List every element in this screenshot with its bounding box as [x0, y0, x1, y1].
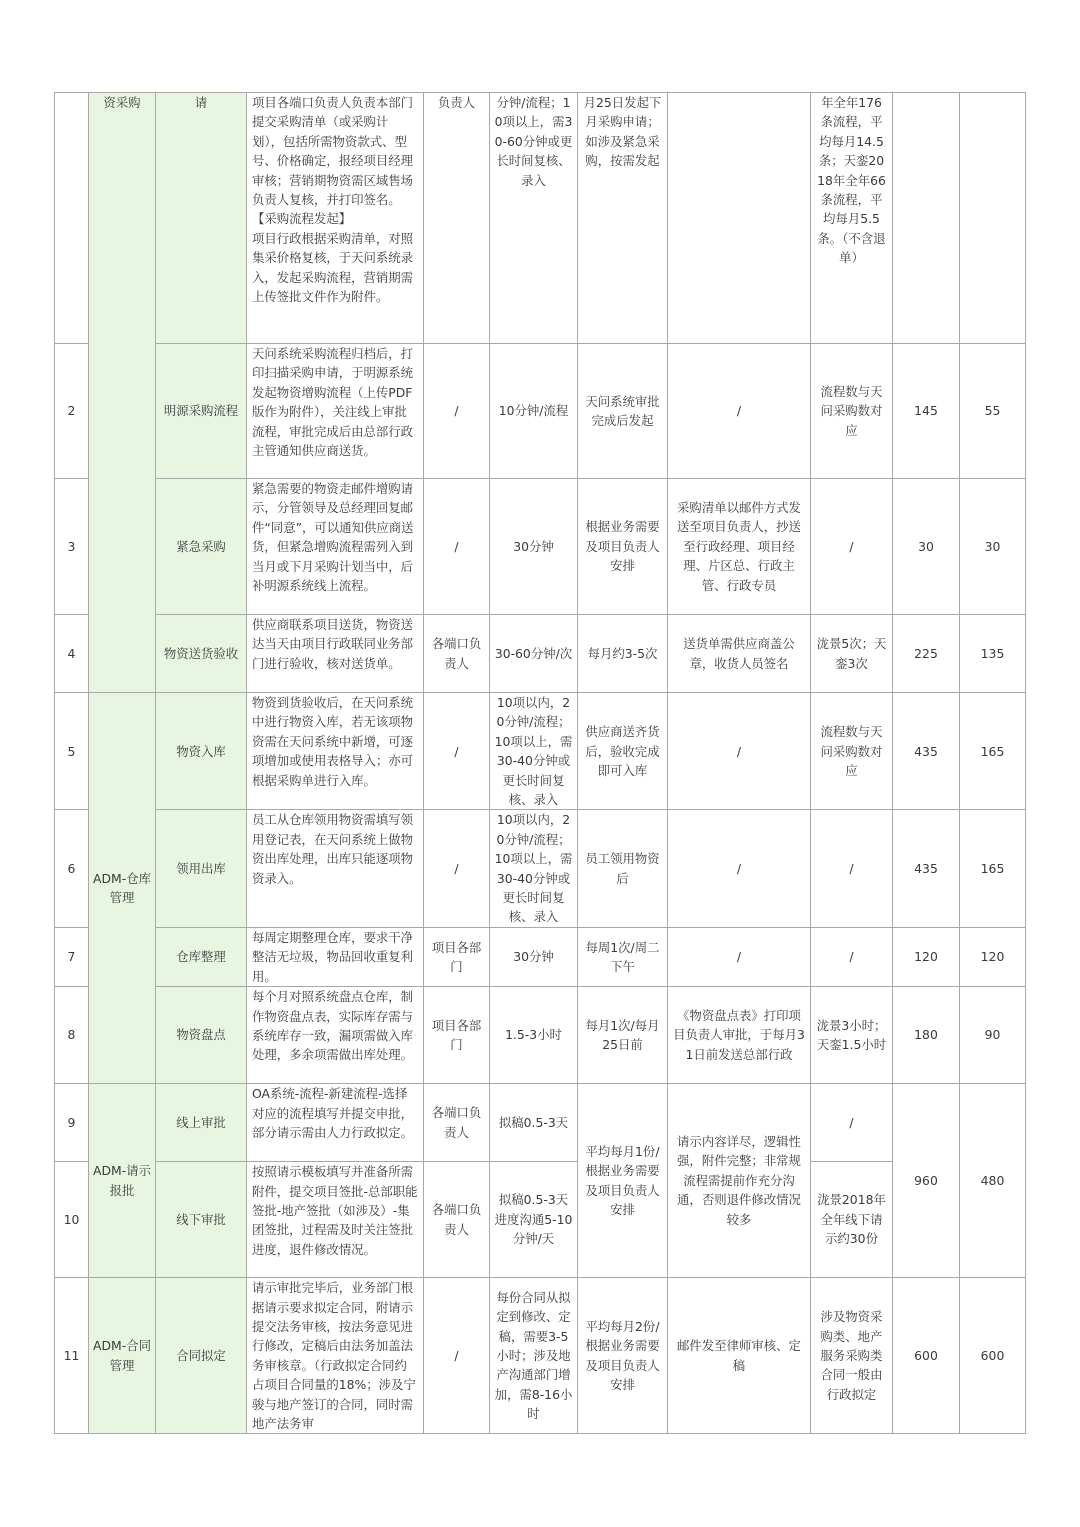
process-description: 天问系统采购流程归档后，打印扫描采购申请，于明源系统发起物资增购流程（上传PDF版作为附件），关注线上审批流程，审批完成后由总部行政主管通知供应商送货。 [247, 344, 424, 479]
row-number: 10 [55, 1162, 89, 1278]
process-name: 仓库整理 [156, 927, 247, 986]
row-number: 9 [55, 1084, 89, 1162]
table-row [55, 344, 1026, 479]
owner-cell: 项目各部门 [424, 987, 490, 1084]
process-name: 线上审批 [156, 1084, 247, 1162]
row-number [55, 93, 89, 344]
row-number: 8 [55, 987, 89, 1084]
process-name: 线下审批 [156, 1162, 247, 1278]
hours1-cell [893, 93, 960, 344]
time-cell: 30分钟 [490, 927, 578, 986]
hours2-cell: 55 [960, 344, 1026, 479]
hours1-cell: 180 [893, 987, 960, 1084]
owner-cell: / [424, 479, 490, 615]
owner-cell: 各端口负责人 [424, 1084, 490, 1162]
hours2-cell: 120 [960, 927, 1026, 986]
frequency-cell: 月25日发起下月采购申请；如涉及紧急采购，按需发起 [578, 93, 668, 344]
frequency-cell: 每周1次/周二下午 [578, 927, 668, 986]
row-number: 3 [55, 479, 89, 615]
time-cell: 30分钟 [490, 479, 578, 615]
frequency-cell: 每月约3-5次 [578, 615, 668, 693]
time-cell: 10项以内，20分钟/流程；10项以上，需30-40分钟或更长时间复核、录入 [490, 693, 578, 810]
category-cell: 资采购 [89, 93, 156, 693]
hours1-cell: 120 [893, 927, 960, 986]
table-row [55, 1278, 1026, 1434]
note-cell: 采购清单以邮件方式发送至项目负责人，抄送至行政经理、项目经理、片区总、行政主管、行政专员 [668, 479, 811, 615]
process-description: OA系统-流程-新建流程-选择对应的流程填写并提交申批，部分请示需由人力行政拟定。 [247, 1084, 424, 1162]
process-description: 每周定期整理仓库，要求干净整洁无垃圾，物品回收重复利用。 [247, 927, 424, 986]
time-cell: 30-60分钟/次 [490, 615, 578, 693]
note-cell: / [668, 693, 811, 810]
note-cell: / [668, 344, 811, 479]
process-name: 合同拟定 [156, 1278, 247, 1434]
process-name: 明源采购流程 [156, 344, 247, 479]
table-row [55, 1162, 1026, 1278]
volume-cell: 泷景3小时；天銮1.5小时 [811, 987, 893, 1084]
process-description: 项目各端口负责人负责本部门提交采购清单（或采购计划），包括所需物资款式、型号、价格确定，报经项目经理审核；营销期物资需区域售场负责人复核，并打印签名。 【采购流程发起】 项目行政根据采购清单，对照集采价格复核，于天问系统录入，发起采购流程，营销期需上传签批文件作为附件。 [247, 93, 424, 344]
time-cell: 每份合同从拟定到修改、定稿，需要3-5小时；涉及地产沟通部门增加，需8-16小时 [490, 1278, 578, 1434]
hours1-cell: 435 [893, 693, 960, 810]
process-name: 领用出库 [156, 810, 247, 927]
volume-cell: 涉及物资采购类、地产服务采购类合同一般由行政拟定 [811, 1278, 893, 1434]
time-cell: 拟稿0.5-3天 [490, 1084, 578, 1162]
process-description: 请示审批完毕后，业务部门根据请示要求拟定合同，附请示提交法务审核，按法务意见进行修改，定稿后由法务加盖法务审核章。（行政拟定合同约占项目合同量的18%；涉及宁骏与地产签订的合同，同时需地产法务审 [247, 1278, 424, 1434]
hours2-cell: 600 [960, 1278, 1026, 1434]
volume-cell: 流程数与天问采购数对应 [811, 344, 893, 479]
row-number: 2 [55, 344, 89, 479]
owner-cell: 各端口负责人 [424, 1162, 490, 1278]
hours2-cell: 30 [960, 479, 1026, 615]
process-description: 物资到货验收后，在天问系统中进行物资入库，若无该项物资需在天问系统中新增，可逐项增加或使用表格导入；亦可根据采购单进行入库。 [247, 693, 424, 810]
category-cell: ADM-仓库管理 [89, 693, 156, 1084]
process-description: 紧急需要的物资走邮件增购请示，分管领导及总经理回复邮件“同意”，可以通知供应商送货，但紧急增购流程需列入到当月或下月采购计划当中，后补明源系统线上流程。 [247, 479, 424, 615]
table-row [55, 987, 1026, 1084]
process-description: 每个月对照系统盘点仓库，制作物资盘点表，实际库存需与系统库存一致，漏项需做入库处理，多余项需做出库处理。 [247, 987, 424, 1084]
time-cell: 10分钟/流程 [490, 344, 578, 479]
hours1-cell: 960 [893, 1084, 960, 1278]
hours2-cell: 90 [960, 987, 1026, 1084]
hours1-cell: 600 [893, 1278, 960, 1434]
hours1-cell: 435 [893, 810, 960, 927]
hours2-cell: 165 [960, 810, 1026, 927]
frequency-cell: 员工领用物资后 [578, 810, 668, 927]
category-cell: ADM-请示报批 [89, 1084, 156, 1278]
process-description: 员工从仓库领用物资需填写领用登记表，在天问系统上做物资出库处理，出库只能逐项物资录入。 [247, 810, 424, 927]
row-number: 5 [55, 693, 89, 810]
time-cell: 1.5-3小时 [490, 987, 578, 1084]
table-row [55, 693, 1026, 810]
hours2-cell: 480 [960, 1084, 1026, 1278]
volume-cell: 流程数与天问采购数对应 [811, 693, 893, 810]
table-row [55, 1084, 1026, 1162]
row-number: 7 [55, 927, 89, 986]
time-cell: 10项以内，20分钟/流程；10项以上，需30-40分钟或更长时间复核、录入 [490, 810, 578, 927]
volume-cell: / [811, 810, 893, 927]
note-cell [668, 93, 811, 344]
volume-cell: 年全年176条流程，平均每月14.5条；天銮2018年全年66条流程，平均每月5.5条。（不含退单） [811, 93, 893, 344]
table-row [55, 927, 1026, 986]
process-name: 物资盘点 [156, 987, 247, 1084]
hours2-cell: 165 [960, 693, 1026, 810]
process-name: 请 [156, 93, 247, 344]
category-cell: ADM-合同管理 [89, 1278, 156, 1434]
note-cell: 邮件发至律师审核、定稿 [668, 1278, 811, 1434]
frequency-cell: 平均每月1份/根据业务需要及项目负责人安排 [578, 1084, 668, 1278]
note-cell: 《物资盘点表》打印项目负责人审批，于每月31日前发送总部行政 [668, 987, 811, 1084]
row-number: 4 [55, 615, 89, 693]
process-name: 紧急采购 [156, 479, 247, 615]
frequency-cell: 每月1次/每月25日前 [578, 987, 668, 1084]
hours2-cell [960, 93, 1026, 344]
frequency-cell: 根据业务需要及项目负责人安排 [578, 479, 668, 615]
frequency-cell: 平均每月2份/根据业务需要及项目负责人安排 [578, 1278, 668, 1434]
time-cell: 分钟/流程；10项以上，需30-60分钟或更长时间复核、录入 [490, 93, 578, 344]
table-row [55, 93, 1026, 344]
process-description: 按照请示模板填写并准备所需附件，提交项目签批-总部职能签批-地产签批（如涉及）-集团签批，过程需及时关注签批进度，退件修改情况。 [247, 1162, 424, 1278]
owner-cell: / [424, 810, 490, 927]
owner-cell: 负责人 [424, 93, 490, 344]
owner-cell: / [424, 1278, 490, 1434]
owner-cell: / [424, 344, 490, 479]
note-cell: 请示内容详尽，逻辑性强，附件完整；非常规流程需提前作充分沟通，否则退件修改情况较多 [668, 1084, 811, 1278]
table-row [55, 615, 1026, 693]
row-number: 11 [55, 1278, 89, 1434]
owner-cell: 各端口负责人 [424, 615, 490, 693]
hours1-cell: 145 [893, 344, 960, 479]
process-name: 物资入库 [156, 693, 247, 810]
table-row [55, 810, 1026, 927]
volume-cell: 泷景2018年全年线下请示约30份 [811, 1162, 893, 1278]
time-cell: 拟稿0.5-3天进度沟通5-10分钟/天 [490, 1162, 578, 1278]
row-number: 6 [55, 810, 89, 927]
hours1-cell: 30 [893, 479, 960, 615]
process-name: 物资送货验收 [156, 615, 247, 693]
owner-cell: / [424, 693, 490, 810]
volume-cell: / [811, 927, 893, 986]
volume-cell: / [811, 1084, 893, 1162]
volume-cell: / [811, 479, 893, 615]
hours1-cell: 225 [893, 615, 960, 693]
process-table [54, 92, 1026, 1434]
note-cell: / [668, 927, 811, 986]
table-row [55, 479, 1026, 615]
note-cell: / [668, 810, 811, 927]
hours2-cell: 135 [960, 615, 1026, 693]
frequency-cell: 天问系统审批完成后发起 [578, 344, 668, 479]
note-cell: 送货单需供应商盖公章，收货人员签名 [668, 615, 811, 693]
owner-cell: 项目各部门 [424, 927, 490, 986]
frequency-cell: 供应商送齐货后，验收完成即可入库 [578, 693, 668, 810]
volume-cell: 泷景5次；天銮3次 [811, 615, 893, 693]
process-description: 供应商联系项目送货，物资送达当天由项目行政联同业务部门进行验收，核对送货单。 [247, 615, 424, 693]
